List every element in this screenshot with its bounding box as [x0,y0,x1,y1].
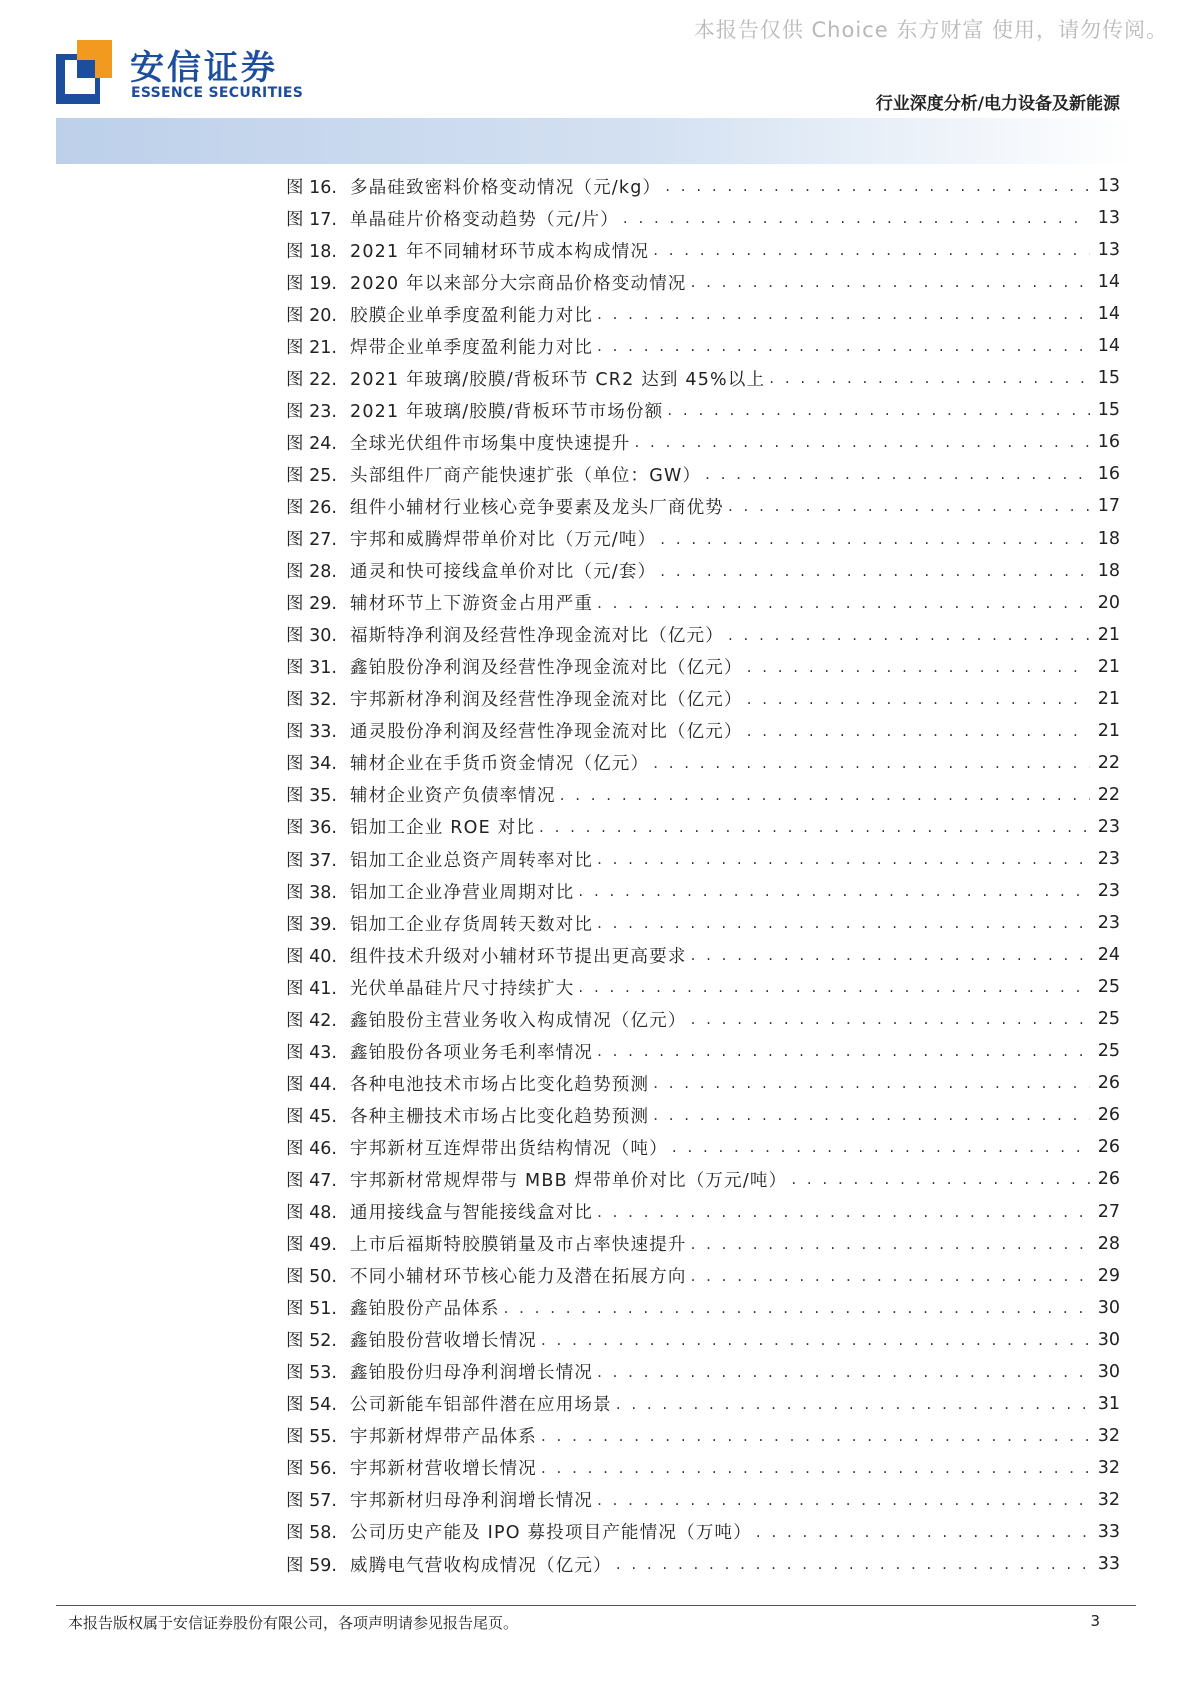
toc-item[interactable] [286,715,1120,747]
toc-item[interactable] [286,170,1120,202]
figure-page: 30 [1097,1329,1120,1350]
figure-title: 铝加工企业净营业周期对比 [350,882,575,903]
figure-page: 32 [1097,1425,1120,1446]
figure-title: 通灵股份净利润及经营性净现金流对比（亿元） [350,722,743,743]
dot-leader [705,465,1090,483]
dot-leader [597,1491,1090,1509]
figure-title: 鑫铂股份产品体系 [350,1299,500,1320]
toc-item[interactable] [286,266,1120,298]
dot-leader [597,337,1090,355]
figure-page: 16 [1097,464,1120,485]
figure-title: 2021 年玻璃/胶膜/背板环节 CR2 达到 45%以上 [350,369,766,390]
dot-leader [691,946,1090,964]
dot-leader [653,754,1090,772]
toc-item[interactable] [286,875,1120,907]
toc-item[interactable] [286,330,1120,362]
figure-title: 铝加工企业 ROE 对比 [350,818,536,839]
figure-number: 图 47. [286,1170,337,1191]
toc-item[interactable] [286,1324,1120,1356]
toc-item[interactable] [286,555,1120,587]
figure-page: 23 [1097,816,1120,837]
dot-leader [691,1267,1090,1285]
figure-page: 13 [1097,176,1120,197]
toc-item[interactable] [286,1292,1120,1324]
dot-leader [667,401,1090,419]
figure-number: 图 22. [286,369,337,390]
dot-leader [660,530,1090,548]
figure-page: 15 [1097,368,1120,389]
figure-number: 图 26. [286,497,337,518]
figure-title: 2020 年以来部分大宗商品价格变动情况 [350,273,687,294]
toc-item[interactable] [286,202,1120,234]
toc-item[interactable] [286,1484,1120,1516]
figure-page: 30 [1097,1361,1120,1382]
figure-page: 13 [1097,240,1120,261]
toc-item[interactable] [286,458,1120,490]
toc-item[interactable] [286,907,1120,939]
dot-leader [504,1299,1090,1317]
dot-leader [756,1523,1090,1541]
figure-number: 图 39. [286,914,337,935]
dot-leader [616,1555,1090,1573]
figure-number: 图 51. [286,1299,337,1320]
report-category: 行业深度分析/电力设备及新能源 [875,94,1120,114]
toc-item[interactable] [286,1420,1120,1452]
figure-title: 公司历史产能及 IPO 募投项目产能情况（万吨） [350,1523,752,1544]
toc-item[interactable] [286,426,1120,458]
figure-title: 焊带企业单季度盈利能力对比 [350,337,594,358]
figure-page: 31 [1097,1393,1120,1414]
figure-title: 宇邦新材净利润及经营性净现金流对比（亿元） [350,690,743,711]
dot-leader [623,209,1090,227]
toc-item[interactable] [286,619,1120,651]
toc-item[interactable] [286,811,1120,843]
dot-leader [653,241,1090,259]
toc-item[interactable] [286,362,1120,394]
dot-leader [747,722,1090,740]
figure-page: 17 [1097,496,1120,517]
figure-page: 28 [1097,1233,1120,1254]
figure-page: 13 [1097,208,1120,229]
figure-number: 图 17. [286,209,337,230]
figure-page: 33 [1097,1521,1120,1542]
figure-number: 图 49. [286,1235,337,1256]
dot-leader [653,1074,1090,1092]
toc-item[interactable] [286,1356,1120,1388]
figure-page: 22 [1097,784,1120,805]
figure-number: 图 38. [286,882,337,903]
figure-page: 25 [1097,1009,1120,1030]
dot-leader [653,1106,1090,1124]
figure-number: 图 31. [286,658,337,679]
toc-item[interactable] [286,298,1120,330]
toc-item[interactable] [286,971,1120,1003]
figure-title: 2021 年不同辅材环节成本构成情况 [350,241,650,262]
figure-number: 图 18. [286,241,337,262]
figure-title: 鑫铂股份主营业务收入构成情况（亿元） [350,1010,687,1031]
figure-page: 21 [1097,656,1120,677]
figure-page: 23 [1097,913,1120,934]
figure-number: 图 41. [286,978,337,999]
figure-page: 23 [1097,849,1120,869]
figure-title: 辅材环节上下游资金占用严重 [350,594,594,615]
figure-title: 多晶硅致密料价格变动情况（元/kg） [350,177,662,198]
figure-title: 宇邦新材营收增长情况 [350,1459,537,1480]
figure-page: 27 [1097,1201,1120,1222]
figure-number: 图 59. [286,1555,337,1576]
figure-page: 21 [1097,688,1120,709]
toc-item[interactable] [286,587,1120,619]
figure-title: 全球光伏组件市场集中度快速提升 [350,433,631,454]
figure-title: 福斯特净利润及经营性净现金流对比（亿元） [350,626,724,647]
figure-page: 32 [1097,1489,1120,1510]
figure-title: 宇邦新材互连焊带出货结构情况（吨） [350,1138,668,1159]
figure-page: 16 [1097,432,1120,453]
toc-item[interactable] [286,747,1120,779]
figure-page: 21 [1097,720,1120,741]
dot-leader [597,305,1090,323]
dot-leader [747,658,1090,676]
figure-page: 18 [1097,528,1120,549]
figure-page: 26 [1097,1169,1120,1190]
figure-page: 26 [1097,1137,1120,1158]
figure-page: 14 [1097,272,1120,293]
figure-number: 图 30. [286,626,337,647]
brand-logo [56,40,112,104]
figure-page: 29 [1097,1265,1120,1286]
toc-item[interactable] [286,1003,1120,1035]
figure-title: 宇邦和威腾焊带单价对比（万元/吨） [350,530,657,551]
dot-leader [539,818,1090,836]
toc-item[interactable] [286,1035,1120,1067]
dot-leader [616,1395,1090,1413]
figure-title: 胶膜企业单季度盈利能力对比 [350,305,594,326]
toc-item[interactable] [286,490,1120,522]
dot-leader [541,1331,1090,1349]
figure-number: 图 35. [286,786,337,807]
brand-name-cn: 安信证券 [130,48,278,88]
figure-title: 宇邦新材焊带产品体系 [350,1427,537,1448]
figure-number: 图 24. [286,433,337,454]
figure-page: 20 [1097,592,1120,613]
figure-title: 不同小辅材环节核心能力及潜在拓展方向 [350,1267,687,1288]
figure-title: 头部组件厂商产能快速扩张（单位：GW） [350,465,702,486]
figure-title: 宇邦新材常规焊带与 MBB 焊带单价对比（万元/吨） [350,1170,788,1191]
footer-divider [56,1605,1136,1606]
toc-item[interactable] [286,651,1120,683]
figure-title: 鑫铂股份归母净利润增长情况 [350,1363,594,1384]
figure-title: 上市后福斯特胶膜销量及市占率快速提升 [350,1235,687,1256]
figure-title: 鑫铂股份营收增长情况 [350,1331,537,1352]
figure-title: 各种电池技术市场占比变化趋势预测 [350,1074,650,1095]
figure-number: 图 44. [286,1074,337,1095]
figure-page: 15 [1097,400,1120,421]
figure-number: 图 55. [286,1427,337,1448]
dot-leader [597,1363,1090,1381]
figure-number: 图 27. [286,530,337,551]
figure-list [286,170,1120,1580]
header-band [56,118,1136,164]
dot-leader [791,1170,1090,1188]
figure-number: 图 42. [286,1010,337,1031]
figure-number: 图 16. [286,177,337,198]
dot-leader [691,273,1090,291]
dot-leader [578,978,1090,996]
figure-number: 图 25. [286,465,337,486]
figure-page: 18 [1097,560,1120,581]
figure-number: 图 33. [286,722,337,743]
brand-name-en: ESSENCE SECURITIES [131,85,304,101]
figure-title: 威腾电气营收构成情况（亿元） [350,1555,612,1576]
toc-item[interactable] [286,1131,1120,1163]
figure-page: 33 [1097,1554,1120,1575]
figure-number: 图 43. [286,1042,337,1063]
dot-leader [728,497,1090,515]
figure-number: 图 29. [286,594,337,615]
figure-page: 25 [1097,1041,1120,1062]
figure-number: 图 50. [286,1267,337,1288]
dot-leader [597,594,1090,612]
figure-title: 光伏单晶硅片尺寸持续扩大 [350,978,575,999]
figure-page: 23 [1097,881,1120,902]
figure-title: 公司新能车铝部件潜在应用场景 [350,1395,612,1416]
figure-title: 铝加工企业总资产周转率对比 [350,850,594,871]
figure-title: 组件技术升级对小辅材环节提出更高要求 [350,946,687,967]
toc-item[interactable] [286,1260,1120,1292]
figure-page: 21 [1097,624,1120,645]
dot-leader [635,433,1091,451]
figure-number: 图 53. [286,1363,337,1384]
figure-number: 图 32. [286,690,337,711]
figure-number: 图 28. [286,562,337,583]
figure-number: 图 36. [286,818,337,839]
figure-page: 14 [1097,304,1120,325]
footer-disclaimer: 本报告版权属于安信证券股份有限公司，各项声明请参见报告尾页。 [68,1614,519,1632]
dot-leader [541,1427,1090,1445]
dot-leader [541,1459,1090,1477]
dot-leader [769,369,1090,387]
toc-item[interactable] [286,1228,1120,1260]
figure-page: 24 [1097,945,1120,966]
figure-title: 单晶硅片价格变动趋势（元/片） [350,209,619,230]
figure-number: 图 40. [286,946,337,967]
figure-number: 图 34. [286,754,337,775]
figure-title: 各种主栅技术市场占比变化趋势预测 [350,1106,650,1127]
figure-page: 25 [1097,977,1120,998]
figure-number: 图 56. [286,1459,337,1480]
dot-leader [665,177,1090,195]
figure-page: 26 [1097,1105,1120,1126]
figure-title: 通灵和快可接线盒单价对比（元/套） [350,562,657,583]
toc-item[interactable] [286,1516,1120,1548]
figure-number: 图 20. [286,305,337,326]
dot-leader [728,626,1090,644]
figure-page: 32 [1097,1457,1120,1478]
figure-page: 14 [1097,336,1120,357]
toc-item[interactable] [286,523,1120,555]
figure-title: 铝加工企业存货周转天数对比 [350,914,594,935]
figure-number: 图 54. [286,1395,337,1416]
figure-number: 图 52. [286,1331,337,1352]
figure-title: 鑫铂股份各项业务毛利率情况 [350,1042,594,1063]
dot-leader [578,882,1090,900]
toc-item[interactable] [286,1067,1120,1099]
dot-leader [747,690,1090,708]
figure-number: 图 37. [286,850,337,871]
dot-leader [672,1138,1090,1156]
toc-item[interactable] [286,843,1120,875]
dot-leader [691,1235,1090,1253]
figure-title: 辅材企业资产负债率情况 [350,786,556,807]
figure-number: 图 48. [286,1203,337,1224]
toc-item[interactable] [286,394,1120,426]
toc-item[interactable] [286,1388,1120,1420]
toc-item[interactable] [286,683,1120,715]
toc-item[interactable] [286,1548,1120,1580]
figure-title: 通用接线盒与智能接线盒对比 [350,1203,594,1224]
figure-title: 辅材企业在手货币资金情况（亿元） [350,754,650,775]
dot-leader [560,786,1090,804]
dot-leader [597,1203,1090,1221]
toc-item[interactable] [286,1196,1120,1228]
figure-number: 图 21. [286,337,337,358]
figure-page: 22 [1097,752,1120,773]
toc-item[interactable] [286,1452,1120,1484]
toc-item[interactable] [286,234,1120,266]
figure-title: 鑫铂股份净利润及经营性净现金流对比（亿元） [350,658,743,679]
toc-item[interactable] [286,939,1120,971]
toc-item[interactable] [286,779,1120,811]
toc-item[interactable] [286,1163,1120,1195]
figure-title: 2021 年玻璃/胶膜/背板环节市场份额 [350,401,664,422]
figure-number: 图 58. [286,1523,337,1544]
figure-number: 图 45. [286,1106,337,1127]
figure-title: 宇邦新材归母净利润增长情况 [350,1491,594,1512]
toc-item[interactable] [286,1099,1120,1131]
figure-page: 30 [1097,1297,1120,1318]
page-number: 3 [1090,1612,1100,1630]
watermark: 本报告仅供 Choice 东方财富 使用，请勿传阅。 [693,18,1168,42]
dot-leader [660,562,1090,580]
figure-number: 图 57. [286,1491,337,1512]
figure-title: 组件小辅材行业核心竞争要素及龙头厂商优势 [350,497,724,518]
dot-leader [597,850,1090,868]
figure-number: 图 46. [286,1138,337,1159]
figure-number: 图 19. [286,273,337,294]
figure-page: 26 [1097,1073,1120,1094]
dot-leader [597,1042,1090,1060]
figure-number: 图 23. [286,401,337,422]
dot-leader [691,1010,1090,1028]
dot-leader [597,914,1090,932]
